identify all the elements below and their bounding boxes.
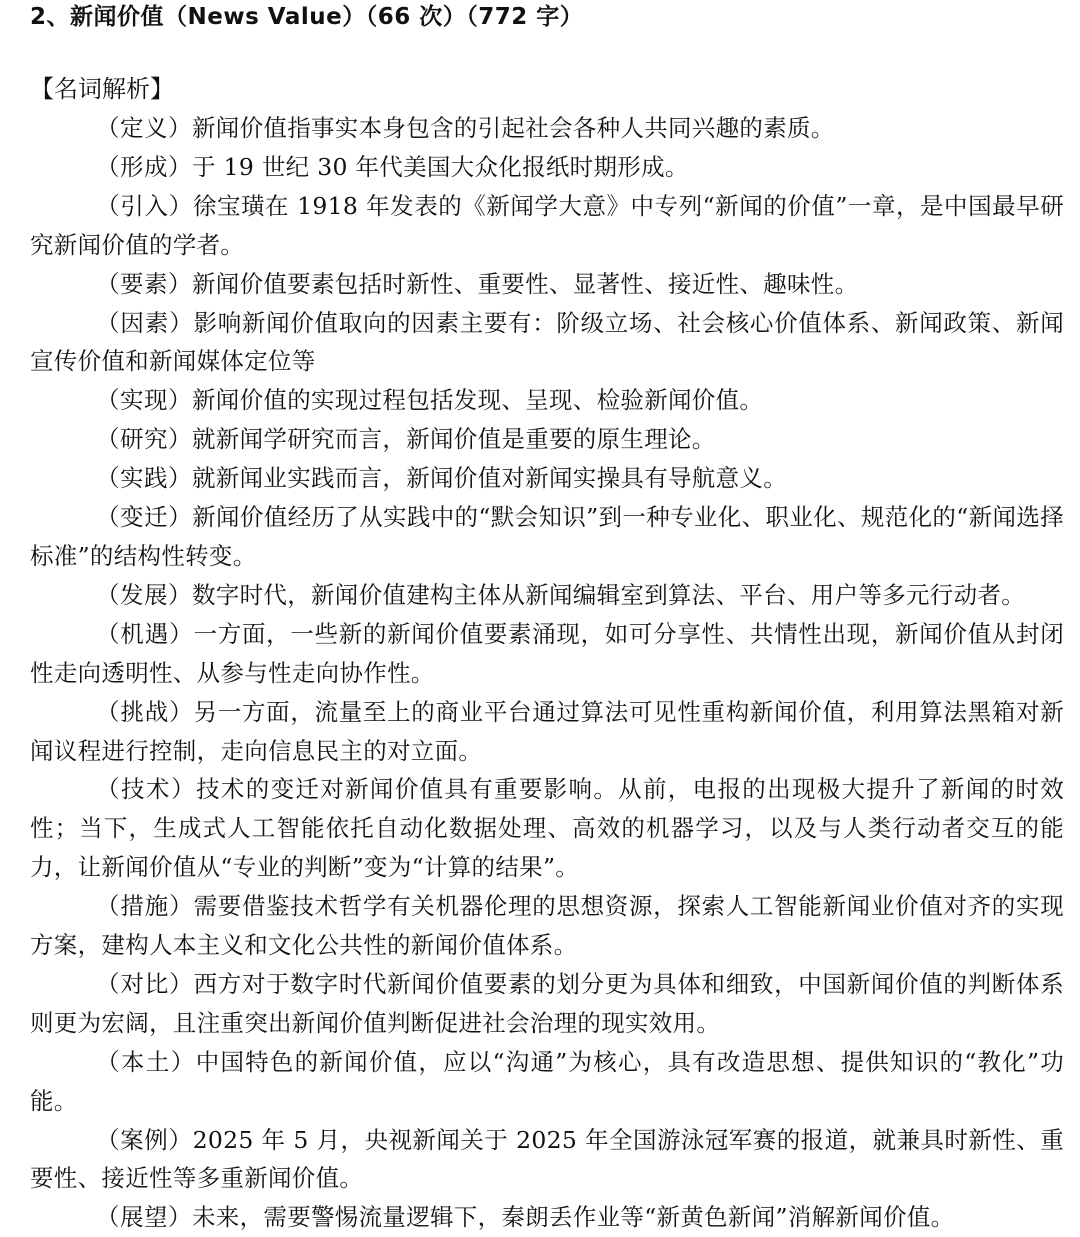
entry-text: 就新闻学研究而言，新闻价值是重要的原生理论。 [192,425,716,454]
entry-development [30,576,1064,615]
entry-comparison [30,965,1064,1043]
entry-practice [30,459,1064,498]
entry-text: 影响新闻价值取向的因素主要有：阶级立场、社会核心价值体系、新闻政策、新闻宣传价值和新闻媒体定位等 [30,308,1064,376]
entry-tag: （机遇） [96,619,194,648]
entry-tag: （因素） [96,308,194,337]
entry-tag: （引入） [96,191,193,220]
document [30,0,1064,1237]
entry-tag: （定义） [96,114,192,142]
entry-text: 一方面，一些新的新闻价值要素涌现，如可分享性、共情性出现，新闻价值从封闭性走向透明性、从参与性走向协作性。 [30,619,1064,687]
entry-tag: （要素） [96,269,192,298]
entry-tag: （展望） [96,1203,192,1232]
entry-opportunity [30,615,1064,693]
entry-tag: （措施） [96,892,194,921]
entry-text: 中国特色的新闻价值，应以“沟通”为核心，具有改造思想、提供知识的“教化”功能。 [30,1047,1064,1115]
entry-definition [30,109,1064,148]
entry-tag: （技术） [96,775,197,804]
entry-tag: （形成） [96,152,192,181]
entry-text: 就新闻业实践而言，新闻价值对新闻实操具有导航意义。 [192,464,787,493]
entry-tag: （挑战） [96,697,194,726]
entry-elements [30,265,1064,304]
section-heading: 【名词解析】 [30,75,174,103]
entry-text: 新闻价值经历了从实践中的“默会知识”到一种专业化、职业化、规范化的“新闻选择标准”的结构性转变。 [30,503,1064,570]
entry-text: 新闻价值要素包括时新性、重要性、显著性、接近性、趣味性。 [192,269,859,298]
entry-text: 新闻价值指事实本身包含的引起社会各种人共同兴趣的素质。 [192,114,835,142]
entry-tag: （对比） [96,969,194,998]
entry-research [30,420,1064,459]
entry-tag: （发展） [96,580,192,609]
entry-outlook [30,1198,1064,1237]
entry-challenge [30,693,1064,771]
entry-factors [30,304,1064,382]
entry-introduction [30,187,1064,265]
entry-text: 于 19 世纪 30 年代美国大众化报纸时期形成。 [192,152,689,181]
entry-tag: （案例） [96,1125,193,1154]
entry-text: 新闻价值的实现过程包括发现、呈现、检验新闻价值。 [192,386,764,415]
entry-technology [30,770,1064,887]
entry-tag: （实践） [96,464,192,493]
entry-text: 徐宝璜在 1918 年发表的《新闻学大意》中专列“新闻的价值”一章，是中国最早研究新闻价值的学者。 [30,191,1064,259]
entry-realization [30,381,1064,420]
entry-formation [30,148,1064,187]
entry-text: 技术的变迁对新闻价值具有重要影响。从前，电报的出现极大提升了新闻的时效性；当下，生成式人工智能依托自动化数据处理、高效的机器学习，以及与人类行动者交互的能力，让新闻价值从“专业的判断”变为“计算的结果”。 [30,775,1065,882]
entry-tag: （研究） [96,425,192,454]
entry-localization [30,1043,1064,1121]
entry-text: 另一方面，流量至上的商业平台通过算法可见性重构新闻价值，利用算法黑箱对新闻议程进行控制，走向信息民主的对立面。 [30,697,1064,765]
entry-text: 未来，需要警惕流量逻辑下，秦朗丢作业等“新黄色新闻”消解新闻价值。 [192,1203,955,1232]
entry-case [30,1121,1064,1199]
entry-evolution [30,498,1064,576]
entry-text: 西方对于数字时代新闻价值要素的划分更为具体和细致，中国新闻价值的判断体系则更为宏阔，且注重突出新闻价值判断促进社会治理的现实效用。 [30,969,1064,1037]
entry-measures [30,887,1064,965]
entry-text: 需要借鉴技术哲学有关机器伦理的思想资源，探索人工智能新闻业价值对齐的实现方案，建构人本主义和文化公共性的新闻价值体系。 [30,892,1064,960]
entry-tag: （实现） [96,386,192,415]
entry-tag: （本土） [96,1047,196,1076]
entry-text: 2025 年 5 月，央视新闻关于 2025 年全国游泳冠军赛的报道，就兼具时新性、重要性、接近性等多重新闻价值。 [30,1125,1065,1193]
entry-text: 数字时代，新闻价值建构主体从新闻编辑室到算法、平台、用户等多元行动者。 [192,580,1025,609]
entry-tag: （变迁） [96,503,193,532]
document-title: 2、新闻价值（News Value）（66 次）（772 字） [30,4,584,30]
